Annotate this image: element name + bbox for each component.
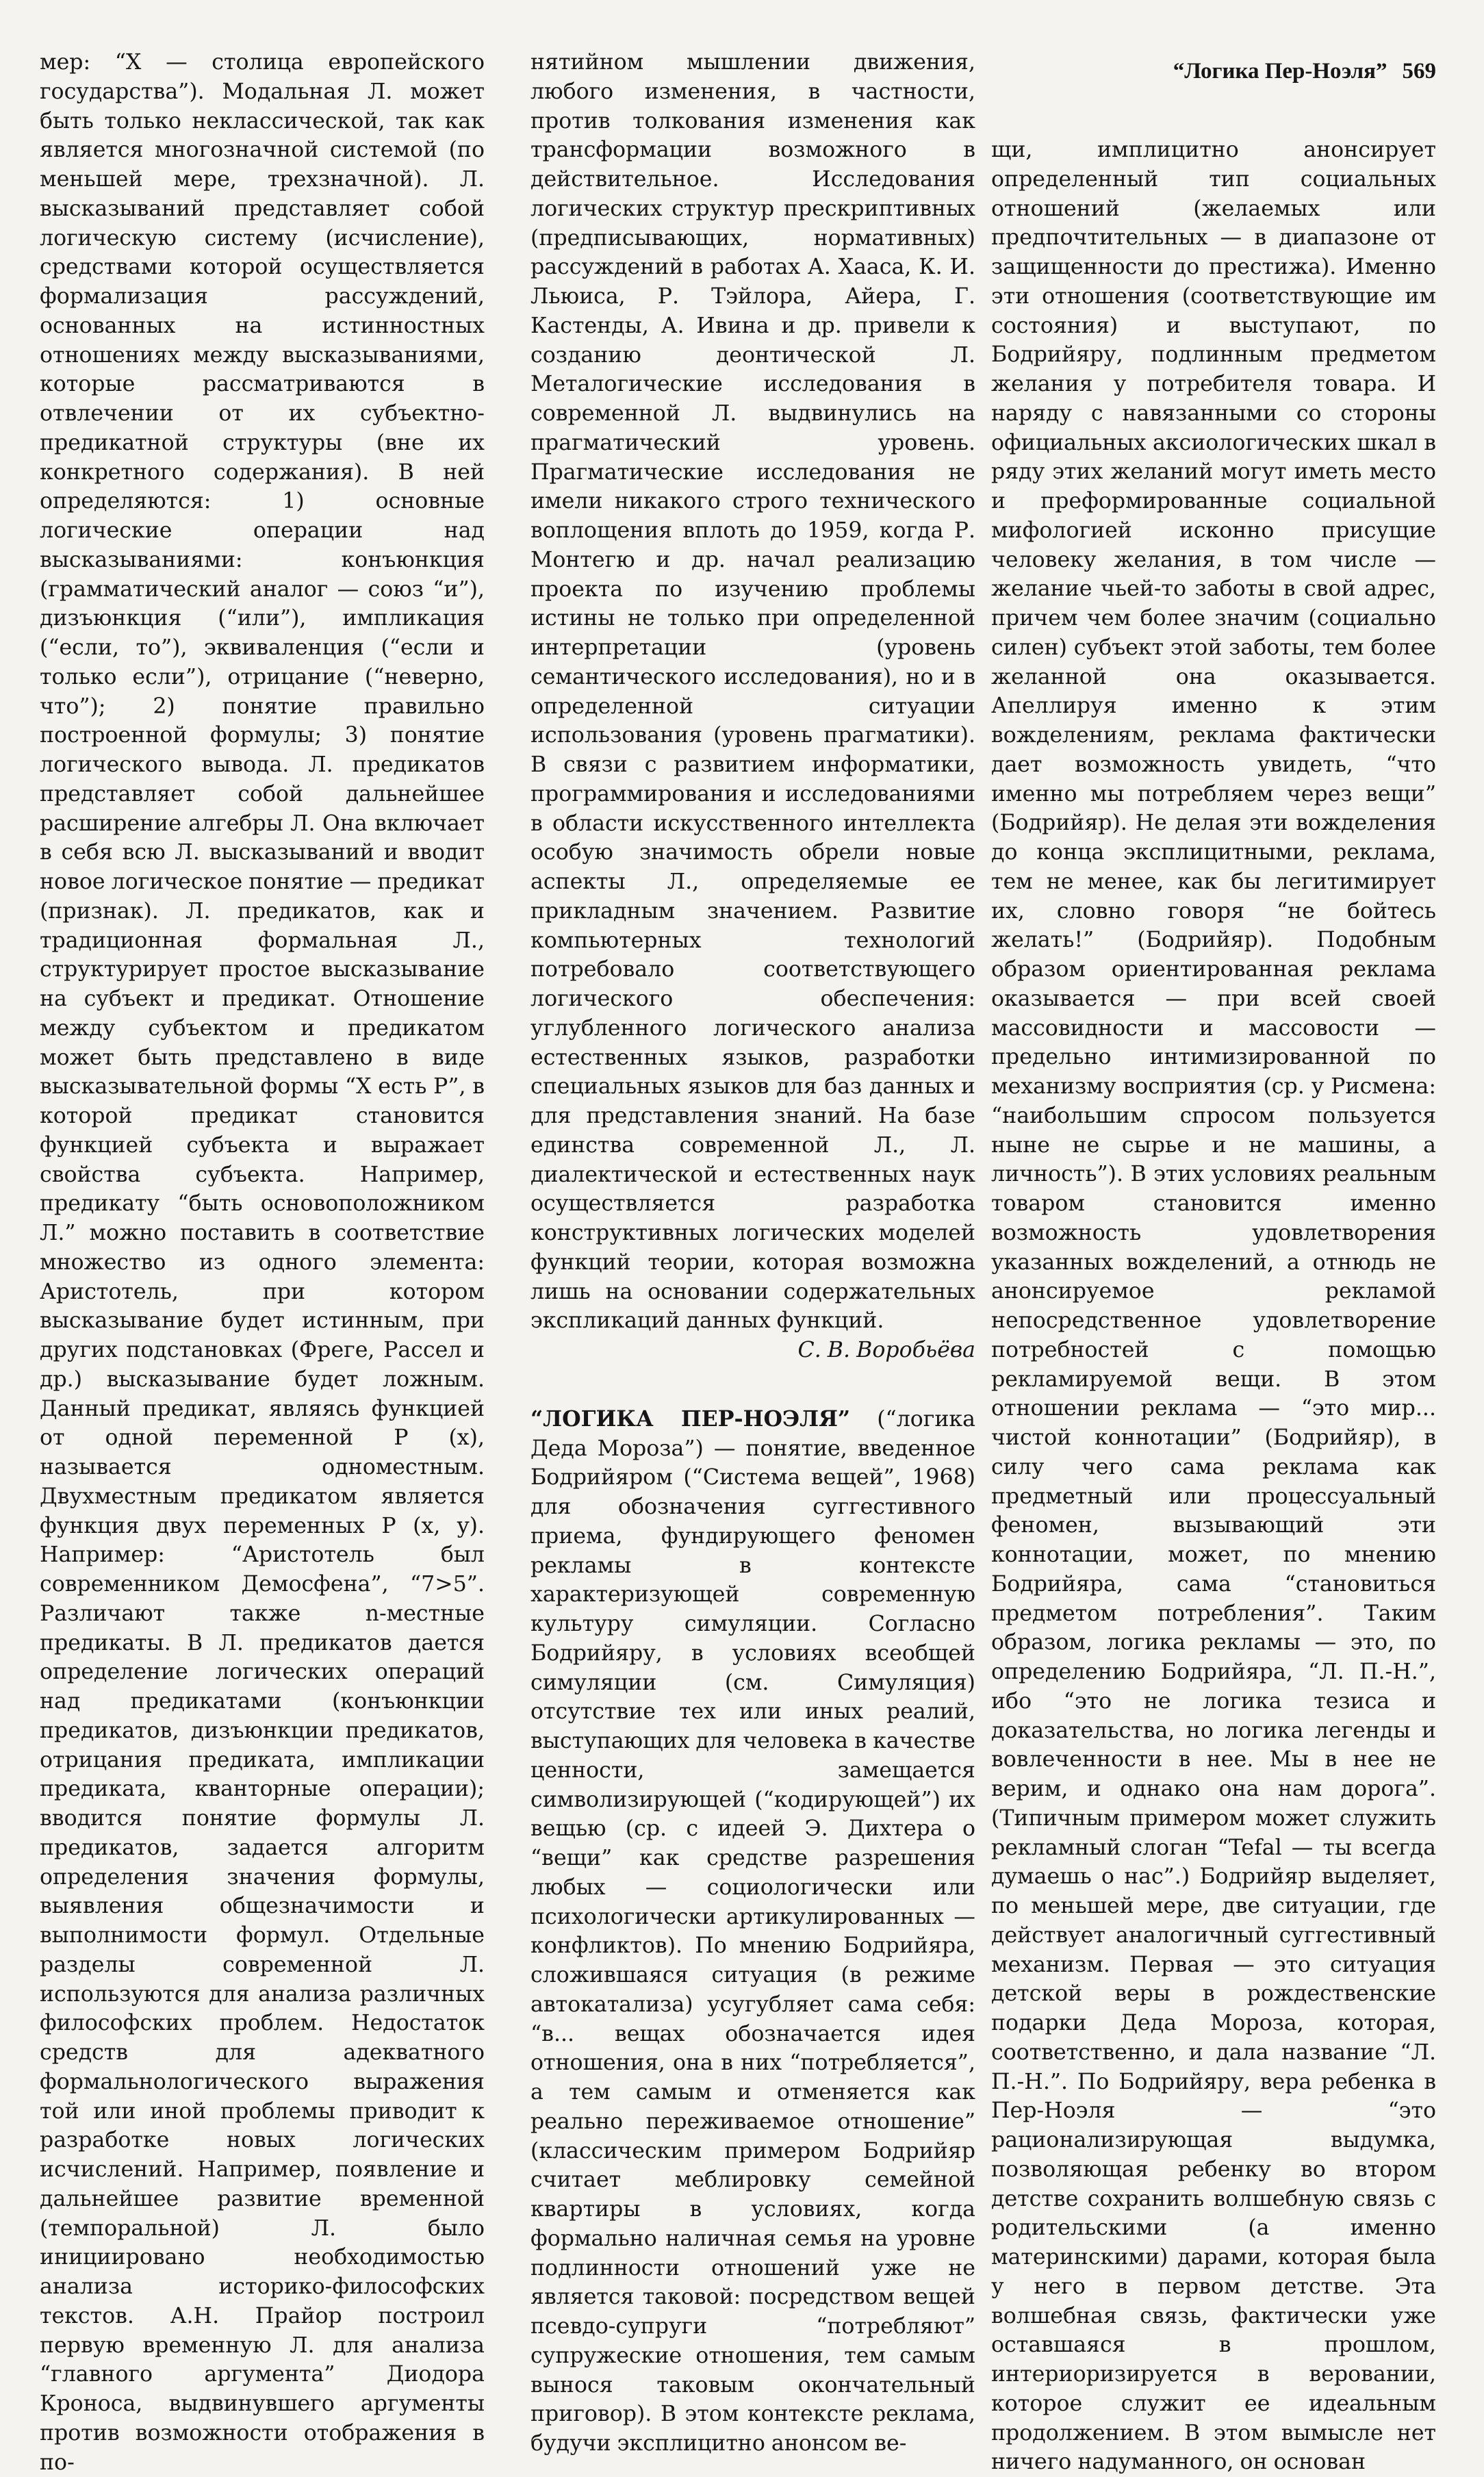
running-head-title: “Логика Пер-Ноэля”: [1173, 59, 1387, 84]
entry-definition: (“логика Деда Мороза”) — понятие, введенное Бодрийяром (“Система вещей”, 1968) для обозначения суггестивного приема, фундирующего феномен рекламы в контексте характеризующей современную культуру симуляции. Согласно Бодрийяру, в условиях всеобщей симуляции (см. Симуляция) отсутствие тех или иных реалий, выступающих для человека в качестве ценности, замещается символизирующей (“кодирующей”) их вещью (ср. с идеей Э. Дихтера о “вещи” как средстве разрешения любых — социологически или психологически артикулированных — конфликтов). По мнению Бодрийяра, сложившаяся ситуация (в режиме автокатализа) усугубляет сама себя: “в... вещах обозначается идея отношения, она в них “потребляется”, а тем самым и отменяется как реально переживаемое отношение” (классическим примером Бодрийяр считает меблировку семейной квартиры в условиях, когда формально наличная семья на уровне подлинности отношений уже не является таковой: посредством вещей псевдо-супруги “потребляют” супружеские отношения, тем самым вынося таковым окончательный приговор). В этом контексте реклама, будучи эксплицитно анонсом ве-: [530, 1406, 975, 2456]
text-column-2: [530, 48, 975, 2459]
entry-separator: [530, 1365, 975, 1405]
running-head: [1173, 59, 1436, 84]
column-3-paragraph: щи, имплицитно анонсирует определенный тип социальных отношений (желаемых или предпочтительных — в диапазоне от защищенности до престижа). Именно эти отношения (соответствующие им состояния) и выступают, по Бодрийяру, подлинным предметом желания у потребителя товара. И наряду с навязанными со стороны официальных аксиологических шкал в ряду этих желаний могут иметь место и преформированные социальной мифологией исконно присущие человеку желания, в том числе — желание чьей-то заботы в свой адрес, причем чем более значим (социально силен) субъект этой заботы, тем более желанной она оказывается. Апеллируя именно к этим вожделениям, реклама фактически дает возможность увидеть, “что именно мы потребляем через вещи” (Бодрийяр). Не делая эти вожделения до конца эксплицитными, реклама, тем не менее, как бы легитимирует их, словно говоря “не бойтесь желать!” (Бодрийяр). Подобным образом ориентированная реклама оказывается — при всей своей массовидности и массовости — предельно интимизированной по механизму восприятия (ср. у Рисмена: “наибольшим спросом пользуется ныне не сырье и не машины, а личность”). В этих условиях реальным товаром становится именно возможность удовлетворения указанных вожделений, а отнюдь не анонсируемое рекламой непосредственное удовлетворение потребностей с помощью рекламируемой вещи. В этом отношении реклама — “это мир... чистой коннотации” (Бодрийяр), в силу чего сама реклама как предметный или процессуальный феномен, вызывающий эти коннотации, может, по мнению Бодрийяра, сама “становиться предметом потребления”. Таким образом, логика рекламы — это, по определению Бодрийяра, “Л. П.-Н.”, ибо “это не логика тезиса и доказательства, но логика легенды и вовлеченности в нее. Мы в нее не верим, и однако она нам дорога”. (Типичным примером может служить рекламный слоган “Tefal — ты всегда думаешь о нас”.) Бодрийяр выделяет, по меньшей мере, две ситуации, где действует аналогичный суггестивный механизм. Первая — это ситуация детской веры в рождественские подарки Деда Мороза, которая, соответственно, и дала название “Л. П.-Н.”. По Бодрийяру, вера ребенка в Пер-Ноэля — “это рационализирующая выдумка, позволяющая ребенку во втором детстве сохранить волшебную связь с родительскими (а именно материнскими) дарами, которая была у него в первом детстве. Эта волшебная связь, фактически уже оставшаяся в прошлом, интериоризируется в веровании, которое служит ее идеальным продолжением. В этом вымысле нет ничего надуманного, он основан: [991, 138, 1436, 2475]
text-column-3: [991, 136, 1436, 2477]
entry-logic-per-noel: [530, 1405, 975, 2459]
column-1-paragraph: мер: “X — столица европейского государства”). Модальная Л. может быть только неклассической, так как является многозначной системой (по меньшей мере, трехзначной). Л. высказываний представляет собой логическую систему (исчисление), средствами которой осуществляется формализация рассуждений, основанных на истинностных отношениях между высказываниями, которые рассматриваются в отвлечении от их субъектно-предикатной структуры (вне их конкретного содержания). В ней определяются: 1) основные логические операции над высказываниями: конъюнкция (грамматический аналог — союз “и”), дизъюнкция (“или”), импликация (“если, то”), эквиваленция (“если и только если”), отрицание (“неверно, что”); 2) понятие правильно построенной формулы; 3) понятие логического вывода. Л. предикатов представляет собой дальнейшее расширение алгебры Л. Она включает в себя всю Л. высказываний и вводит новое логическое понятие — предикат (признак). Л. предикатов, как и традиционная формальная Л., структурирует простое высказывание на субъект и предикат. Отношение между субъектом и предикатом может быть представлено в виде высказывательной формы “X есть P”, в которой предикат становится функцией субъекта и выражает свойства субъекта. Например, предикату “быть основоположником Л.” можно поставить в соответствие множество из одного элемента: Аристотель, при котором высказывание будет истинным, при других подстановках (Фреге, Рассел и др.) высказывание будет ложным. Данный предикат, являясь функцией от одной переменной P (x), называется одноместным. Двухместным предикатом является функция двух переменных P (x, y). Например: “Аристотель был современником Демосфена”, “7>5”. Различают также n-местные предикаты. В Л. предикатов дается определение логических операций над предикатами (конъюнкции предикатов, дизъюнкции предикатов, отрицания предиката, импликации предиката, кванторные операции); вводится понятие формулы Л. предикатов, задается алгоритм определения значения формулы, выявления общезначимости и выполнимости формул. Отдельные разделы современной Л. используются для анализа различных философских проблем. Недостаток средств для адекватного формальнологического выражения той или иной проблемы приводит к разработке новых логических исчислений. Например, появление и дальнейшее развитие временной (темпоральной) Л. было инициировано необходимостью анализа историко-философских текстов. А.Н. Прайор построил первую временную Л. для анализа “главного аргумента” Диодора Кроноса, выдвинувшего аргументы против возможности отображения в по-: [40, 50, 485, 2475]
text-column-1: [40, 48, 485, 2477]
page-number: 569: [1402, 59, 1436, 84]
author-signature: С. В. Воробьёва: [797, 1338, 975, 1362]
column-2-paragraph: нятийном мышлении движения, любого изменения, в частности, против толкования изменения как трансформации возможного в действительное. Исследования логических структур прескриптивных (предписывающих, нормативных) рассуждений в работах А. Хааса, К. И. Льюиса, Р. Тэйлора, Айера, Г. Кастенды, А. Ивина и др. привели к созданию деонтической Л. Металогические исследования в современной Л. выдвинулись на прагматический уровень. Прагматические исследования не имели никакого строго технического воплощения вплоть до 1959, когда Р. Монтегю и др. начал реализацию проекта по изучению проблемы истины не только при определенной интерпретации (уровень семантического исследования), но и в определенной ситуации использования (уровень прагматики). В связи с развитием информатики, программирования и исследованиями в области искусственного интеллекта особую значимость обрели новые аспекты Л., определяемые ее прикладным значением. Развитие компьютерных технологий потребовало соответствующего логического обеспечения: углубленного логического анализа естественных языков, разработки специальных языков для баз данных и для представления знаний. На базе единства современной Л., Л. диалектической и естественных наук осуществляется разработка конструктивных логических моделей функций теории, которая возможна лишь на основании содержательных экспликаций данных функций.: [530, 50, 975, 1334]
entry-headword: “ЛОГИКА ПЕР-НОЭЛЯ”: [530, 1406, 851, 1432]
